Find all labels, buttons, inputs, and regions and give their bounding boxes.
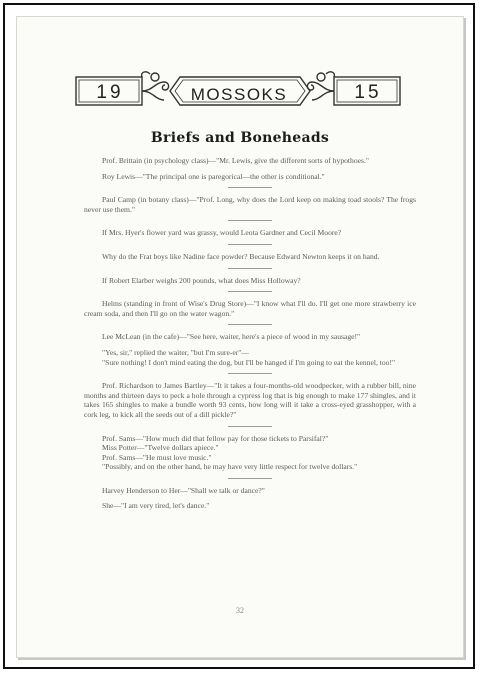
paragraph: Helms (standing in front of Wise's Drug Store)—"I know what I'll do. I'll get one more strawberry ice cream soda, and then I'll go on the water wagon." [84,299,416,318]
paragraph: Why do the Frat boys like Nadine face powder? Because Edward Newton keeps it on hand. [102,251,380,261]
paragraph: Prof. Richardson to James Bartley—"It it takes a four-months-old woodpecker, with a rubber bill, nine months and thirteen days to peck a hole through a cypress log that is big enough to make 177 shingles, and it takes 165 shingles to make a bundle worth 93 cents, how long will it take a cross-eyed grasshopper, with a cork leg, to kick all the seeds out of a dill pickle?" [84,381,416,419]
divider [228,426,272,427]
divider [228,268,272,269]
divider [228,373,272,374]
paragraph: Lee McLean (in the cafe)—"See here, waiter, here's a piece of wood in my sausage!" [102,332,361,342]
year-left: 19 [96,82,124,103]
paragraph: Paul Camp (in botany class)—"Prof. Long, why does the Lord keep on making toad stools? The frogs never use them." [84,195,416,214]
page-title: Briefs and Boneheads [150,130,330,146]
article-body [84,156,416,511]
paragraph: Prof. Brittain (in psychology class)—"Mr. Lewis, give the different sorts of hypothoes." [102,156,369,165]
divider [228,478,272,479]
paragraph: Roy Lewis—"The principal one is paregorical—the other is conditional." [102,171,325,181]
paragraph: Prof. Sams—"He must love music." [102,452,212,462]
divider [228,187,272,188]
paragraph: Prof. Sams—"How much did that fellow pay for those tickets to Parsifal?" [102,433,329,443]
divider [228,244,272,245]
paragraph: "Sure nothing! I don't mind eating the dog, but I'll be hanged if I'm going to eat the kennel, too!" [102,357,396,367]
paragraph: Harvey Henderson to Her—"Shall we talk or dance?" [102,485,265,495]
paragraph: If Robert Elarber weighs 200 pounds, what does Miss Holloway? [102,275,301,285]
year-right: 15 [354,82,382,103]
paragraph: "Yes, sir," replied the waiter, "but I'm sure-er"— [102,347,249,357]
masthead-banner [70,68,410,112]
masthead-title: MOSSOKS [190,85,288,104]
divider [228,220,272,221]
paragraph: If Mrs. Hyer's flower yard was grassy, would Leota Gardner and Cecil Moore? [102,228,342,238]
paragraph: She—"I am very tired, let's dance." [102,501,210,511]
paragraph: "Possibly, and on the other hand, he may have very little respect for twelve dollars." [102,462,358,472]
page-number: 32 [236,606,244,615]
paragraph: Miss Potter—"Twelve dollars apiece." [102,443,219,453]
divider [228,324,272,325]
divider [228,291,272,292]
